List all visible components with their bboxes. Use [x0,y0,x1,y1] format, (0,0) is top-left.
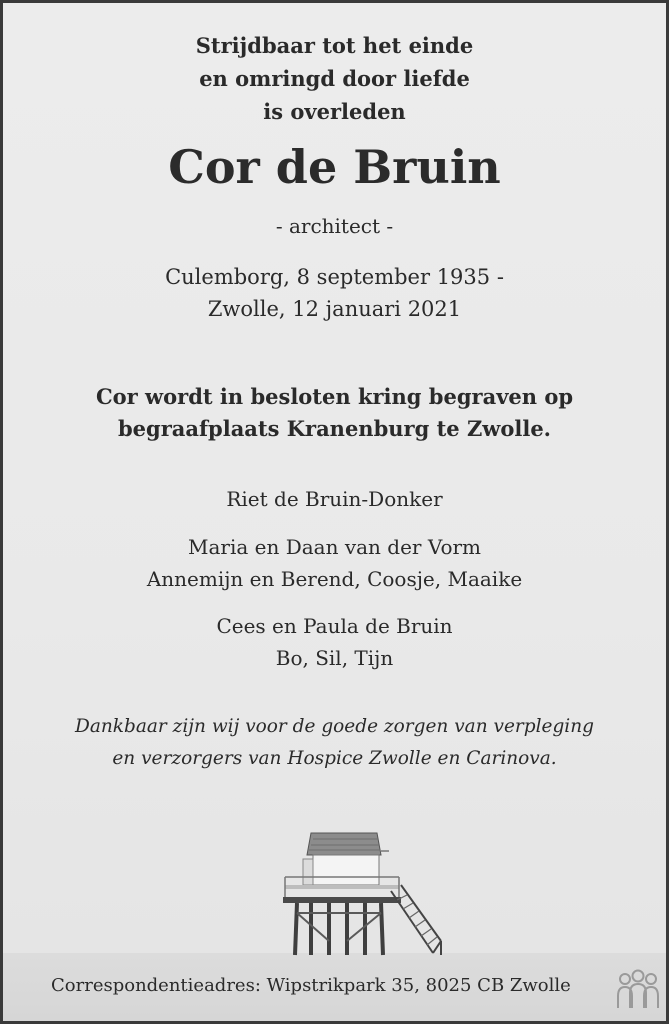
family-group-2-line-1: Cees en Paula de Bruin [216,614,453,638]
people-group-logo [615,968,661,1012]
family-group-2-line-2: Bo, Sil, Tijn [275,646,394,670]
family-group-2 [3,610,666,674]
thanks-line-1: Dankbaar zijn wij voor de goede zorgen van verpleging [75,716,594,737]
thanks-line-2: en verzorgers van Hospice Zwolle en Carinova. [112,748,557,769]
family-spouse: Riet de Bruin-Donker [226,487,443,511]
burial-notice [3,381,666,445]
intro-line-3: is overleden [263,99,406,124]
life-dates [3,261,666,325]
family-group-1-line-2: Annemijn en Berend, Coosje, Maaike [146,567,523,591]
intro-text [3,29,666,128]
burial-line-1: Cor wordt in besloten kring begraven op [95,384,574,409]
thanks-text [3,711,666,775]
intro-line-1: Strijdbaar tot het einde [195,33,474,58]
deceased-name: Cor de Bruin [168,140,501,194]
profession: - architect - [275,214,394,238]
death-line: Zwolle, 12 januari 2021 [207,297,462,321]
family-group-1 [3,531,666,595]
birth-line: Culemborg, 8 september 1935 - [165,265,504,289]
burial-line-2: begraafplaats Kranenburg te Zwolle. [118,416,551,441]
family-group-1-line-1: Maria en Daan van der Vorm [187,535,482,559]
correspondence-address: Correspondentieadres: Wipstrikpark 35, 8025 CB Zwolle [51,975,571,996]
stilt-house-photo [281,829,446,961]
intro-line-2: en omringd door liefde [199,66,470,91]
